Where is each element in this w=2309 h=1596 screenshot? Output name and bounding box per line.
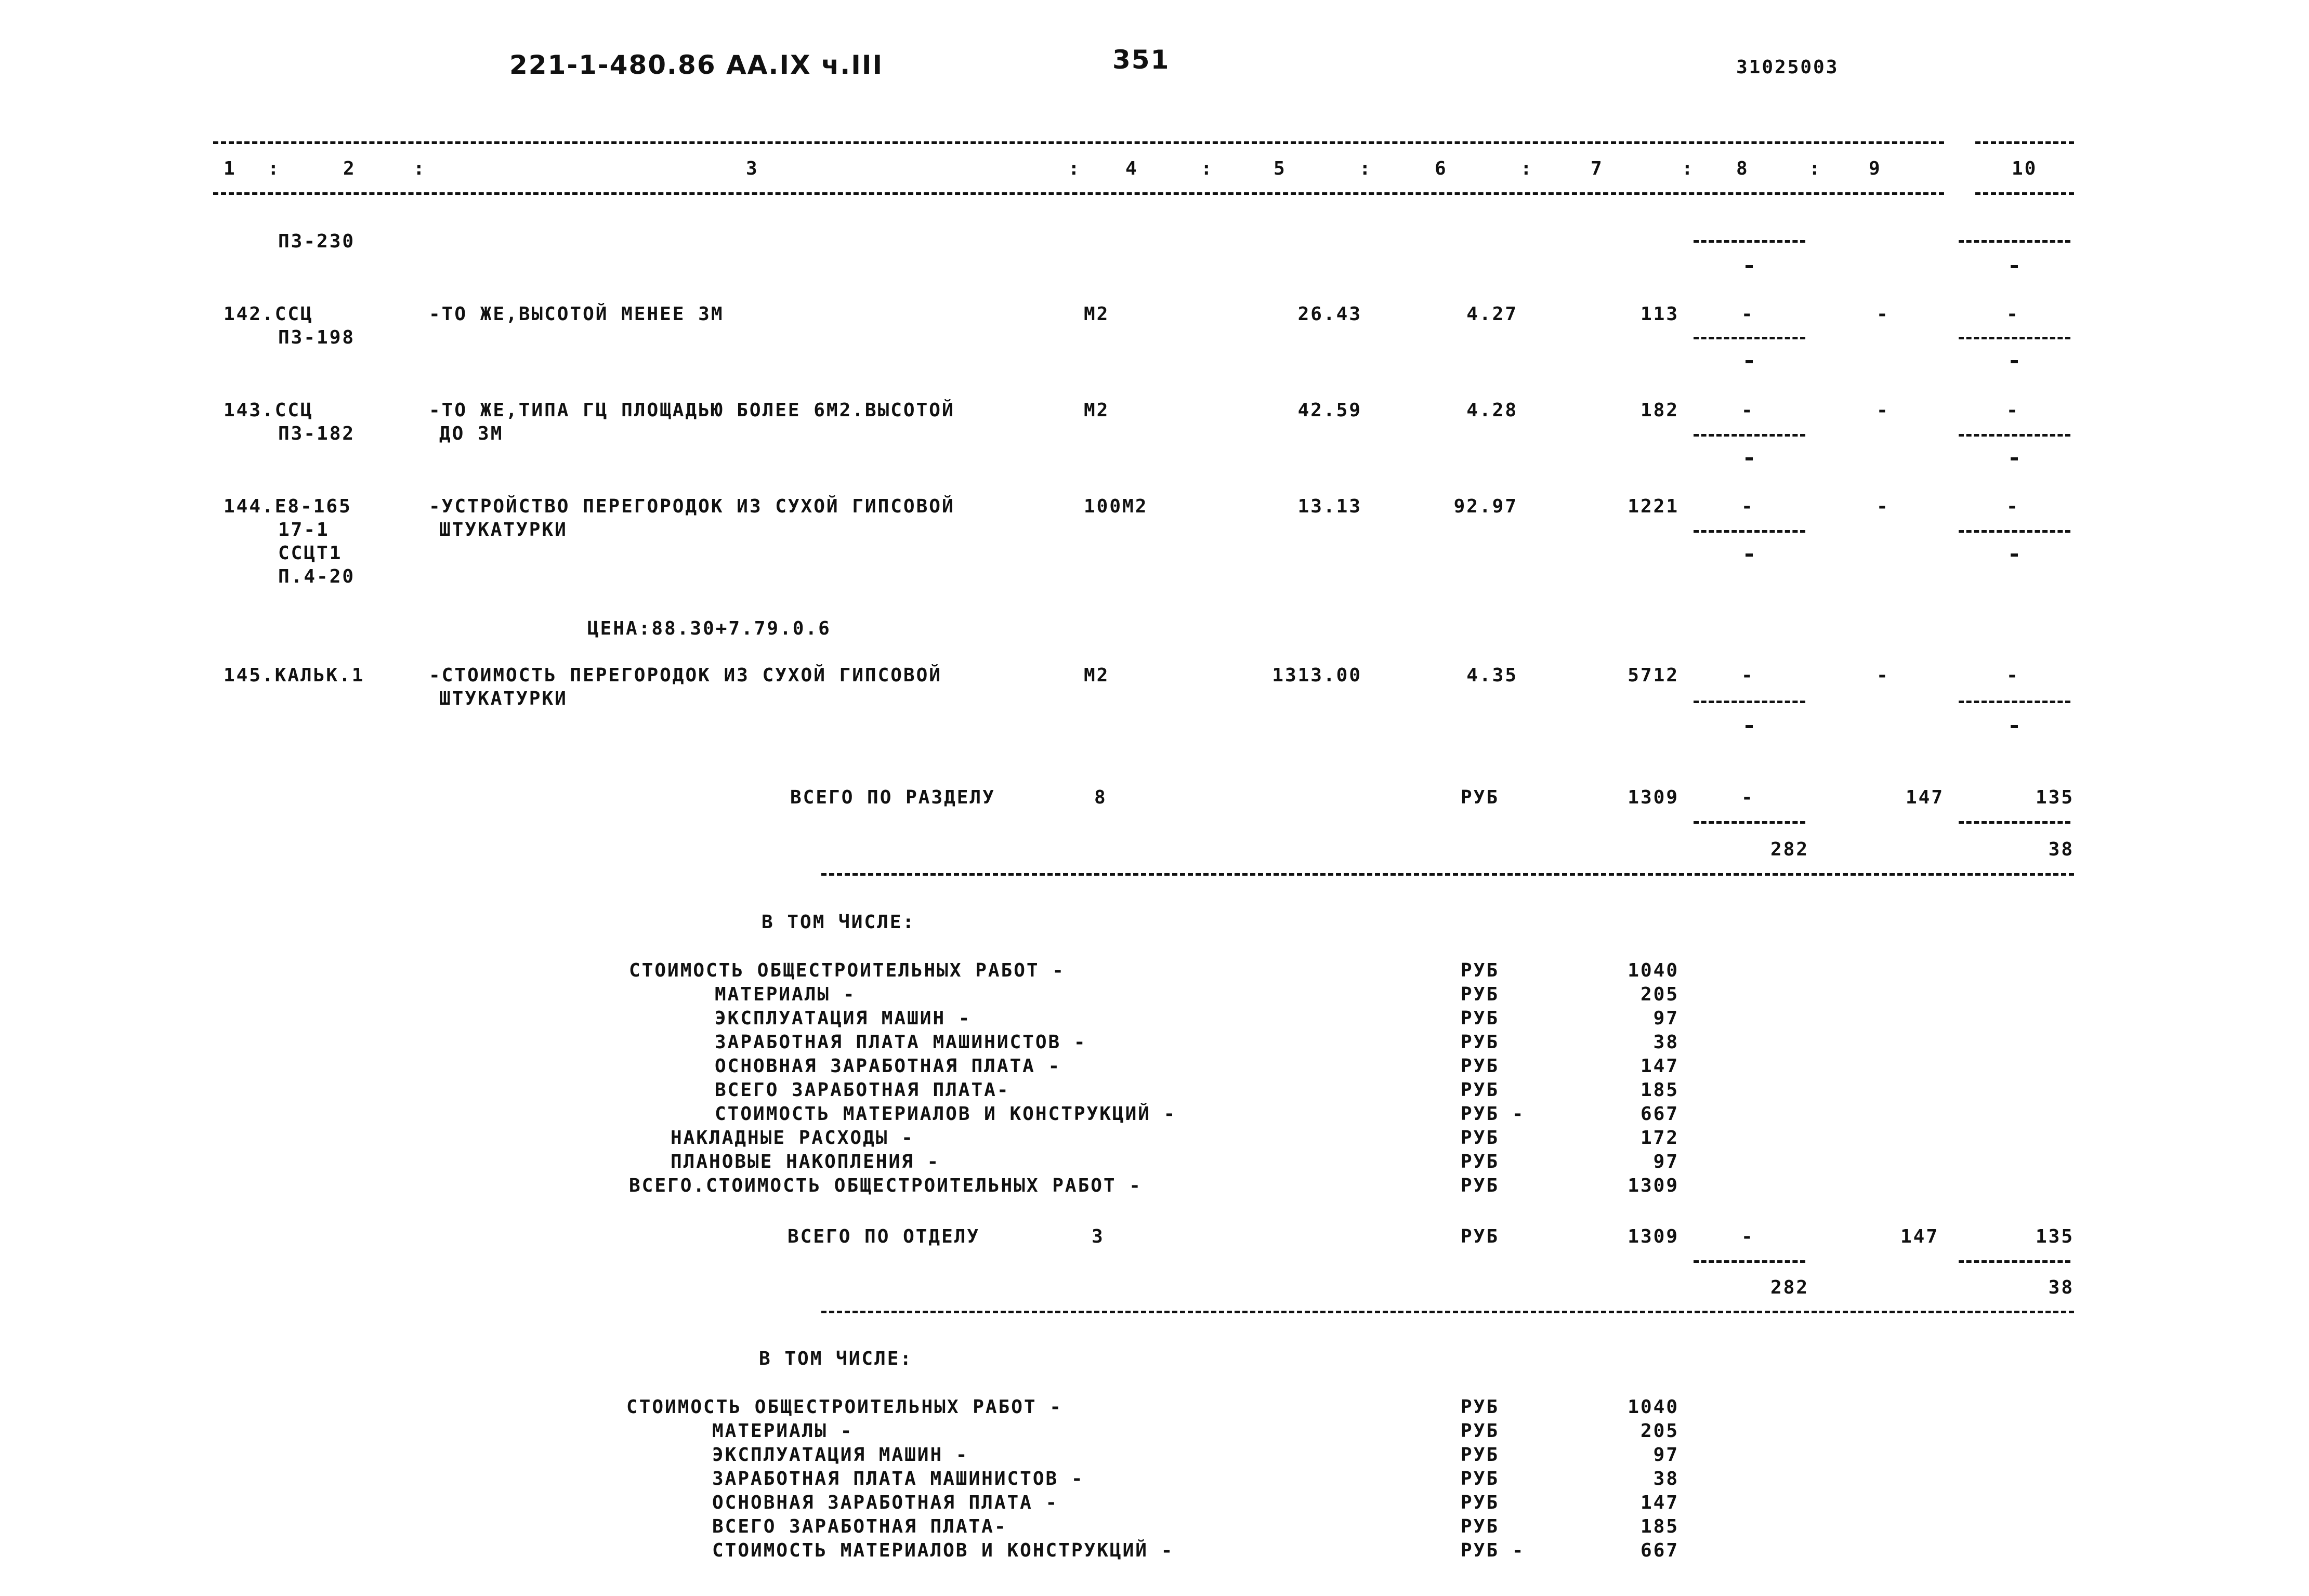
row-col9: - (1877, 496, 1890, 517)
list-item-label: СТОИМОСТЬ ОБЩЕСТРОИТЕЛЬНЫХ РАБОТ - (626, 1396, 1062, 1418)
list-item-unit: РУБ (1461, 1175, 1500, 1196)
list-item-unit: РУБ (1461, 1492, 1500, 1513)
col-7: 7 (1591, 158, 1604, 179)
list-item-unit: РУБ (1461, 984, 1500, 1005)
cell-rule-8 (1694, 530, 1805, 533)
total-col9: 147 (1905, 787, 1944, 808)
col-sep: : (1682, 158, 1695, 179)
total-col10: 135 (2035, 1226, 2074, 1247)
row-unit: 100М2 (1084, 496, 1148, 517)
row-col8: - (1741, 496, 1754, 517)
list-item-value: 97 (1653, 1444, 1679, 1466)
cell-rule-10 (1959, 337, 2070, 339)
total-col8: - (1741, 787, 1754, 808)
list-item-label: НАКЛАДНЫЕ РАСХОДЫ - (671, 1127, 914, 1149)
row-code: 142.ССЦ (224, 304, 313, 325)
header-rule-bottom (213, 192, 1944, 195)
including-label: В ТОМ ЧИСЛЕ: (762, 912, 916, 933)
col-1: 1 (224, 158, 237, 179)
cell-rule-8 (1694, 337, 1805, 339)
header-rule-top-10 (1975, 141, 2074, 144)
cell-rule-10 (1959, 1260, 2070, 1263)
cell-rule-8 (1694, 701, 1805, 703)
row-qty: 26.43 (1297, 304, 1362, 325)
cell-rule-10 (1959, 701, 2070, 703)
cell-rule-8 (1694, 434, 1805, 437)
list-item-label: СТОИМОСТЬ ОБЩЕСТРОИТЕЛЬНЫХ РАБОТ - (629, 960, 1065, 981)
col-5: 5 (1274, 158, 1287, 179)
list-item-label: ЭКСПЛУАТАЦИЯ МАШИН - (715, 1008, 972, 1029)
row-desc-2: ШТУКАТУРКИ (439, 688, 568, 709)
total-unit: РУБ (1461, 1226, 1500, 1247)
page-number: 351 (1112, 45, 1170, 75)
col-sep: : (1068, 158, 1081, 179)
col-2: 2 (343, 158, 356, 179)
row-code: 145.КАЛЬК.1 (224, 665, 365, 686)
row-unit: М2 (1084, 304, 1110, 325)
row-code: 144.Е8-165 (224, 496, 352, 517)
total-col8: - (1741, 1226, 1754, 1247)
cell-rule-10 (1959, 530, 2070, 533)
row-qty: 1313.00 (1272, 665, 1362, 686)
department-rule (821, 1311, 2074, 1313)
list-item-label: ОСНОВНАЯ ЗАРАБОТНАЯ ПЛАТА - (712, 1492, 1059, 1513)
dash-mark (2011, 725, 2018, 728)
row-cost: 1221 (1628, 496, 1679, 517)
col-sep: : (1201, 158, 1214, 179)
row-code: 143.ССЦ (224, 400, 313, 421)
list-item-label: ВСЕГО ЗАРАБОТНАЯ ПЛАТА- (715, 1079, 1010, 1101)
list-item-unit: РУБ (1461, 960, 1500, 981)
list-item-unit: РУБ (1461, 1056, 1500, 1077)
dash-mark (1746, 265, 1753, 268)
doc-number: 31025003 (1736, 57, 1839, 78)
row-desc: -СТОИМОСТЬ ПЕРЕГОРОДОК ИЗ СУХОЙ ГИПСОВОЙ (429, 665, 942, 686)
dash-mark (1746, 360, 1753, 363)
total-value: 1309 (1628, 1226, 1679, 1247)
cell-rule-8 (1694, 1260, 1805, 1263)
list-item-label: ВСЕГО ЗАРАБОТНАЯ ПЛАТА- (712, 1516, 1007, 1537)
list-item-label: СТОИМОСТЬ МАТЕРИАЛОВ И КОНСТРУКЦИЙ - (712, 1540, 1174, 1561)
row-unit: М2 (1084, 665, 1110, 686)
list-item-value: 185 (1640, 1079, 1679, 1101)
row-cost: 182 (1640, 400, 1679, 421)
total-col8-b: 282 (1770, 839, 1809, 860)
list-item-label: ОСНОВНАЯ ЗАРАБОТНАЯ ПЛАТА - (715, 1056, 1061, 1077)
total-unit: РУБ (1461, 787, 1500, 808)
row-desc: -ТО ЖЕ,ВЫСОТОЙ МЕНЕЕ 3М (429, 304, 724, 325)
total-col8-b: 282 (1770, 1277, 1809, 1298)
row-col8: - (1741, 304, 1754, 325)
cell-rule-8 (1694, 240, 1805, 243)
total-value: 1309 (1628, 787, 1679, 808)
col-sep: : (1520, 158, 1533, 179)
row-price: 4.35 (1466, 665, 1518, 686)
row-col8: - (1741, 665, 1754, 686)
cell-rule-10 (1959, 821, 2070, 824)
list-item-unit: РУБ (1461, 1127, 1500, 1149)
row-code-2: ПЗ-182 (278, 423, 356, 444)
row-unit: М2 (1084, 400, 1110, 421)
row-code-4: П.4-20 (278, 566, 356, 587)
row-code-3: ССЦТ1 (278, 543, 343, 564)
list-item-unit: РУБ - (1461, 1540, 1525, 1561)
col-8: 8 (1736, 158, 1749, 179)
list-item-value: 97 (1653, 1008, 1679, 1029)
row-col10: - (2006, 665, 2019, 686)
row-col10: - (2006, 400, 2019, 421)
cell-rule-8 (1694, 821, 1805, 824)
list-item-unit: РУБ (1461, 1008, 1500, 1029)
col-sep: : (413, 158, 426, 179)
list-item-unit: РУБ (1461, 1079, 1500, 1101)
row-desc: -ТО ЖЕ,ТИПА ГЦ ПЛОЩАДЬЮ БОЛЕЕ 6М2.ВЫСОТОЙ (429, 400, 955, 421)
list-item-label: ПЛАНОВЫЕ НАКОПЛЕНИЯ - (671, 1151, 940, 1172)
doc-code: 221-1-480.86 АА.IX ч.III (509, 50, 884, 80)
list-item-value: 147 (1640, 1056, 1679, 1077)
col-sep: : (1359, 158, 1372, 179)
price-note: ЦЕНА:88.30+7.79.0.6 (587, 618, 831, 639)
list-item-value: 147 (1640, 1492, 1679, 1513)
list-item-unit: РУБ (1461, 1516, 1500, 1537)
list-item-unit: РУБ (1461, 1151, 1500, 1172)
list-item-value: 185 (1640, 1516, 1679, 1537)
list-item-value: 38 (1653, 1468, 1679, 1489)
list-item-label: МАТЕРИАЛЫ - (712, 1420, 854, 1442)
total-label: ВСЕГО ПО ОТДЕЛУ (788, 1226, 980, 1247)
row-qty: 13.13 (1297, 496, 1362, 517)
dash-mark (2011, 360, 2018, 363)
row-code-2: 17-1 (278, 519, 330, 540)
cell-rule-10 (1959, 434, 2070, 437)
list-item-unit: РУБ (1461, 1468, 1500, 1489)
list-item-unit: РУБ (1461, 1396, 1500, 1418)
total-col10-b: 38 (2048, 1277, 2074, 1298)
cell-rule-10 (1959, 240, 2070, 243)
total-col9: 147 (1900, 1226, 1939, 1247)
list-item-label: СТОИМОСТЬ МАТЕРИАЛОВ И КОНСТРУКЦИЙ - (715, 1103, 1177, 1125)
section-rule (821, 873, 2074, 876)
total-number: 8 (1094, 787, 1107, 808)
list-item-label: ВСЕГО.СТОИМОСТЬ ОБЩЕСТРОИТЕЛЬНЫХ РАБОТ - (629, 1175, 1142, 1196)
list-item-value: 1309 (1628, 1175, 1679, 1196)
list-item-value: 667 (1640, 1540, 1679, 1561)
list-item-unit: РУБ (1461, 1420, 1500, 1442)
list-item-unit: РУБ (1461, 1032, 1500, 1053)
row-qty: 42.59 (1297, 400, 1362, 421)
list-item-unit: РУБ (1461, 1444, 1500, 1466)
list-item-value: 38 (1653, 1032, 1679, 1053)
dash-mark (1746, 553, 1753, 557)
list-item-label: ЗАРАБОТНАЯ ПЛАТА МАШИНИСТОВ - (712, 1468, 1084, 1489)
list-item-value: 667 (1640, 1103, 1679, 1125)
row-col9: - (1877, 304, 1890, 325)
row-cost: 5712 (1628, 665, 1679, 686)
dash-mark (1746, 457, 1753, 460)
total-col10: 135 (2035, 787, 2074, 808)
list-item-unit: РУБ - (1461, 1103, 1525, 1125)
row-col10: - (2006, 304, 2019, 325)
col-6: 6 (1435, 158, 1448, 179)
row-price: 92.97 (1453, 496, 1518, 517)
row-code: ПЗ-230 (278, 231, 356, 252)
header-rule-bottom-10 (1975, 192, 2074, 195)
row-code-2: ПЗ-198 (278, 327, 356, 348)
total-number: 3 (1092, 1226, 1105, 1247)
col-9: 9 (1869, 158, 1882, 179)
row-desc-2: ДО 3М (439, 423, 504, 444)
col-4: 4 (1125, 158, 1138, 179)
total-col10-b: 38 (2048, 839, 2074, 860)
row-desc: -УСТРОЙСТВО ПЕРЕГОРОДОК ИЗ СУХОЙ ГИПСОВОЙ (429, 496, 955, 517)
list-item-value: 205 (1640, 984, 1679, 1005)
row-cost: 113 (1640, 304, 1679, 325)
including-label: В ТОМ ЧИСЛЕ: (759, 1348, 913, 1369)
list-item-label: ЭКСПЛУАТАЦИЯ МАШИН - (712, 1444, 969, 1466)
col-10: 10 (2012, 158, 2038, 179)
col-3: 3 (746, 158, 759, 179)
list-item-value: 97 (1653, 1151, 1679, 1172)
dash-mark (1746, 725, 1753, 728)
dash-mark (2011, 553, 2018, 557)
row-col9: - (1877, 665, 1890, 686)
list-item-value: 1040 (1628, 1396, 1679, 1418)
col-sep: : (268, 158, 281, 179)
row-col10: - (2006, 496, 2019, 517)
list-item-value: 172 (1640, 1127, 1679, 1149)
row-col9: - (1877, 400, 1890, 421)
row-price: 4.27 (1466, 304, 1518, 325)
list-item-label: МАТЕРИАЛЫ - (715, 984, 856, 1005)
total-label: ВСЕГО ПО РАЗДЕЛУ (790, 787, 995, 808)
dash-mark (2011, 457, 2018, 460)
header-rule-top (213, 141, 1944, 144)
list-item-value: 205 (1640, 1420, 1679, 1442)
dash-mark (2011, 265, 2018, 268)
row-desc-2: ШТУКАТУРКИ (439, 519, 568, 540)
row-col8: - (1741, 400, 1754, 421)
list-item-value: 1040 (1628, 960, 1679, 981)
row-price: 4.28 (1466, 400, 1518, 421)
col-sep: : (1809, 158, 1822, 179)
list-item-label: ЗАРАБОТНАЯ ПЛАТА МАШИНИСТОВ - (715, 1032, 1087, 1053)
